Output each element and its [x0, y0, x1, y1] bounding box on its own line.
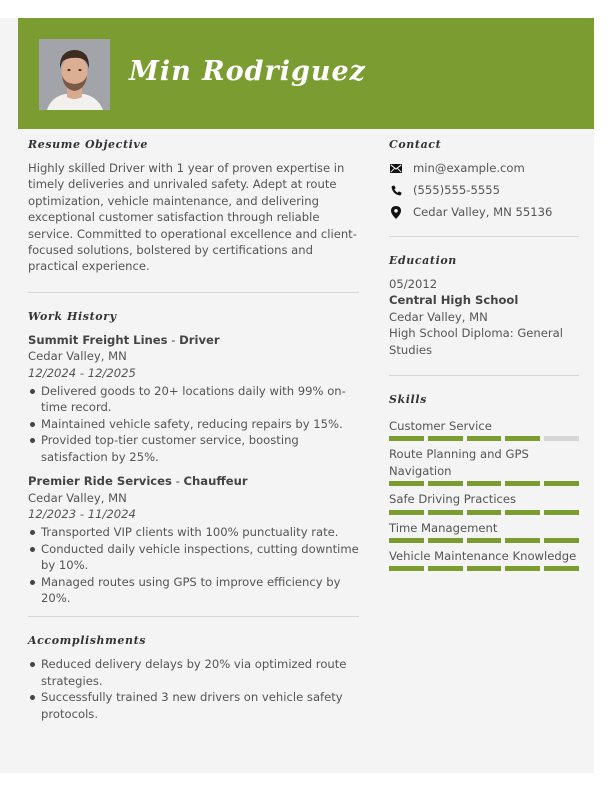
rating-segment-filled — [467, 510, 502, 515]
phone-text: (555)555-5555 — [413, 183, 500, 197]
rating-segment-filled — [467, 538, 502, 543]
skill-item — [389, 520, 579, 543]
rating-segment-filled — [428, 481, 463, 486]
rating-segment-filled — [428, 566, 463, 571]
rating-segment-filled — [505, 436, 540, 441]
profile-photo — [39, 39, 110, 110]
rating-segment-filled — [544, 538, 579, 543]
job-location: Cedar Valley, MN — [28, 490, 127, 505]
list-item: Transported VIP clients with 100% punctuality rate. — [28, 524, 359, 540]
objective-section — [28, 138, 359, 275]
skill-name: Time Management — [389, 520, 498, 535]
divider — [389, 236, 579, 237]
rating-segment-filled — [544, 510, 579, 515]
education-date: 05/2012 — [389, 277, 438, 291]
skill-rating-bar — [389, 538, 579, 543]
rating-segment-filled — [505, 481, 540, 486]
contact-phone — [389, 179, 579, 201]
list-item: Managed routes using GPS to improve efficiency by 20%. — [28, 574, 359, 607]
job-entry — [28, 473, 359, 606]
skill-rating-bar — [389, 436, 579, 441]
rating-segment-filled — [389, 538, 424, 543]
job-heading — [28, 332, 359, 348]
work-history-section — [28, 310, 359, 607]
list-item: Conducted daily vehicle inspections, cutting downtime by 10%. — [28, 541, 359, 574]
contact-section — [389, 138, 579, 223]
email-text: min@example.com — [413, 161, 525, 175]
job-dates: 12/2023 - 11/2024 — [28, 506, 136, 521]
skill-item — [389, 491, 579, 514]
section-title: Work History — [28, 309, 117, 323]
rating-segment-filled — [505, 566, 540, 571]
job-role: Chauffeur — [183, 474, 248, 489]
phone-icon — [389, 183, 403, 197]
job-bullets — [28, 383, 359, 465]
contact-email — [389, 157, 579, 179]
skill-name: Route Planning and GPS Navigation — [389, 447, 529, 478]
degree: High School Diploma: General Studies — [389, 326, 564, 357]
job-location: Cedar Valley, MN — [28, 349, 127, 364]
list-item: Reduced delivery delays by 20% via optimized route strategies. — [28, 656, 359, 689]
skill-name: Vehicle Maintenance Knowledge — [389, 549, 577, 564]
skills-section — [389, 393, 579, 571]
skill-item — [389, 418, 579, 441]
rating-segment-filled — [467, 436, 502, 441]
company-name: Summit Freight Lines — [28, 332, 168, 347]
skill-rating-bar — [389, 566, 579, 571]
school-name: Central High School — [389, 293, 519, 308]
accomplishment-bullets — [28, 656, 359, 722]
section-title: Education — [389, 254, 457, 267]
skill-name: Customer Service — [389, 419, 492, 434]
job-bullets — [28, 524, 359, 606]
rating-segment-filled — [389, 510, 424, 515]
person-portrait-icon — [39, 39, 110, 110]
rating-segment-filled — [467, 481, 502, 486]
right-column — [389, 135, 579, 576]
rating-segment-filled — [389, 481, 424, 486]
job-dates: 12/2024 - 12/2025 — [28, 365, 136, 380]
rating-segment-filled — [544, 481, 579, 486]
address-text: Cedar Valley, MN 55136 — [413, 205, 553, 219]
rating-segment-filled — [428, 510, 463, 515]
list-item: Maintained vehicle safety, reducing repairs by 15%. — [28, 416, 359, 432]
skill-rating-bar — [389, 510, 579, 515]
candidate-name: Min Rodriguez — [129, 56, 367, 87]
envelope-icon — [389, 161, 403, 175]
job-entry — [28, 332, 359, 465]
rating-segment-filled — [544, 566, 579, 571]
section-title: Accomplishments — [28, 634, 147, 648]
contact-address — [389, 201, 579, 223]
section-title: Skills — [389, 393, 427, 407]
list-item: Provided top-tier customer service, boosting satisfaction by 25%. — [28, 432, 359, 465]
resume-header — [18, 18, 594, 129]
job-role: Driver — [179, 332, 220, 347]
skill-name: Safe Driving Practices — [389, 492, 517, 507]
skill-rating-bar — [389, 481, 579, 486]
separator: - — [167, 332, 180, 347]
education-section — [389, 254, 579, 358]
list-item: Successfully trained 3 new drivers on vehicle safety protocols. — [28, 689, 359, 722]
section-title: Resume Objective — [28, 138, 148, 151]
rating-segment-filled — [467, 566, 502, 571]
map-pin-icon — [389, 205, 403, 219]
job-heading — [28, 473, 359, 489]
rating-segment-filled — [428, 436, 463, 441]
rating-segment-filled — [428, 538, 463, 543]
accomplishments-section — [28, 634, 359, 722]
divider — [389, 375, 579, 376]
separator: - — [171, 474, 184, 489]
skill-item — [389, 446, 579, 486]
skill-item — [389, 548, 579, 571]
school-location: Cedar Valley, MN — [389, 309, 488, 324]
rating-segment-empty — [544, 436, 579, 441]
objective-text: Highly skilled Driver with 1 year of proven expertise in timely deliveries and unrivaled safety. Adept at route optimization, vehicle maintenance, and delivering exceptional customer satisfaction through reliable service. Committed to operational excellence and client-focused solutions, bolstered by certifications and practical experience. — [28, 161, 357, 274]
rating-segment-filled — [389, 566, 424, 571]
rating-segment-filled — [389, 436, 424, 441]
company-name: Premier Ride Services — [28, 474, 172, 489]
rating-segment-filled — [505, 510, 540, 515]
divider — [28, 292, 359, 293]
rating-segment-filled — [505, 538, 540, 543]
list-item: Delivered goods to 20+ locations daily with 99% on-time record. — [28, 383, 359, 416]
left-column — [28, 135, 359, 722]
section-title: Contact — [389, 138, 442, 151]
divider — [28, 616, 359, 617]
